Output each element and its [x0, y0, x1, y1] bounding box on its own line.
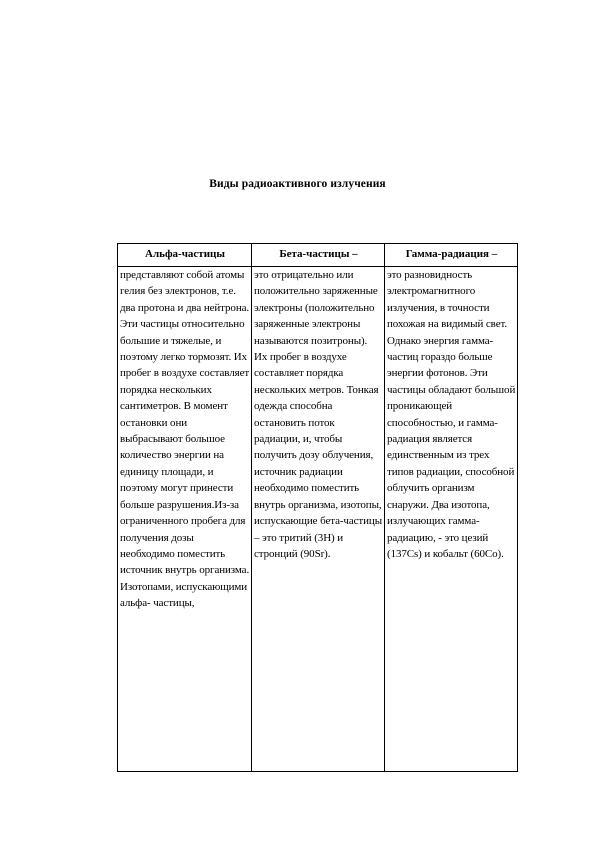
- cell-gamma-description: это разновидность электромагнитного излучения, в точности похожая на видимый свет. Однако энергия гамма-частиц гораздо больше энергии фотонов. Эти частицы обладают большой проникающей способностью, и гамма-радиация является единственным из трех типов радиации, способной облучить организм снаружи. Два изотопа, излучающих гамма-радиацию, - это цезий (137Cs) и кобальт (60Co).: [385, 267, 518, 772]
- cell-beta-description: это отрицательно или положительно заряженные электроны (положительно заряженные электроны называются позитроны). Их пробег в воздухе составляет порядка нескольких метров. Тонкая одежда способна остановить поток радиации, и, чтобы получить дозу облучения, источник радиации необходимо поместить внутрь организма, изотопы, испускающие бета-частицы – это тритий (3H) и стронций (90Sr).: [252, 267, 385, 772]
- table-row: [118, 267, 518, 772]
- header-gamma: Гамма-радиация –: [385, 244, 518, 267]
- header-beta: Бета-частицы –: [252, 244, 385, 267]
- cell-alpha-description: представляют собой атомы гелия без электронов, т.е. два протона и два нейтрона. Эти частицы относительно большие и тяжелые, и поэтому легко тормозят. Их пробег в воздухе составляет порядка нескольких сантиметров. В момент остановки они выбрасывают большое количество энергии на единицу площади, и поэтому могут принести больше разрушения.Из-за ограниченного пробега для получения дозы необходимо поместить источник внутрь организма. Изотопами, испускающими альфа- частицы,: [118, 267, 252, 772]
- document-title: Виды радиоактивного излучения: [209, 178, 386, 190]
- table-header-row: [118, 244, 518, 267]
- radiation-types-table: [117, 243, 518, 772]
- header-alpha: Альфа-частицы: [118, 244, 252, 267]
